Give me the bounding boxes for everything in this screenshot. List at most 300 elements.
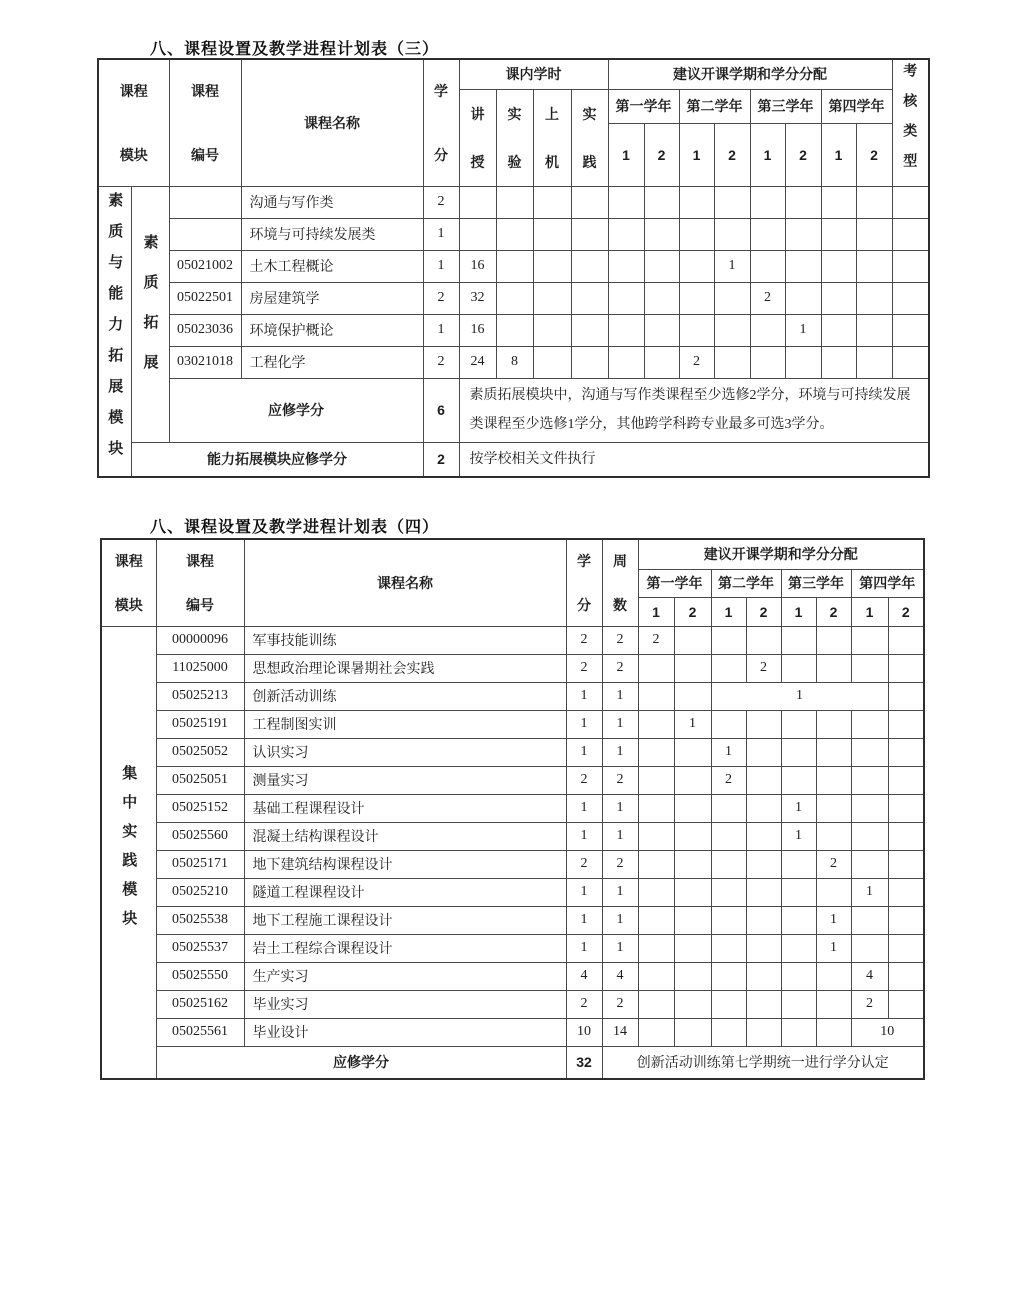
sem-credit [888, 682, 924, 710]
required-credits-note: 创新活动训练第七学期统一进行学分认定 [602, 1046, 924, 1079]
credit: 1 [423, 218, 459, 250]
submodule-label: 素质拓展 [141, 234, 159, 394]
sem-credit [816, 654, 851, 682]
sem-credit [674, 1018, 711, 1046]
course-row [101, 738, 924, 766]
sem-credit [851, 654, 888, 682]
header-sem-6: 2 [816, 597, 851, 626]
sem-credit [816, 1018, 851, 1046]
sem-credit [781, 962, 816, 990]
sem-credit [644, 218, 679, 250]
course-name: 测量实习 [244, 766, 566, 794]
sem-credit [711, 626, 746, 654]
course-code: 05025052 [156, 738, 244, 766]
practice-hours [571, 186, 608, 218]
header-weeks-line2: 数 [613, 596, 627, 613]
course-code: 05025213 [156, 682, 244, 710]
credit: 4 [566, 962, 602, 990]
header-year-3: 第三学年 [750, 89, 821, 123]
exam-type [892, 346, 929, 378]
sem-credit [608, 250, 644, 282]
practice-hours [571, 282, 608, 314]
credit: 10 [566, 1018, 602, 1046]
header-sem-3: 1 [679, 123, 714, 186]
header-year-2: 第二学年 [711, 569, 781, 597]
credit: 1 [566, 682, 602, 710]
header-sem-1: 1 [608, 123, 644, 186]
sem-credit [644, 346, 679, 378]
course-name: 生产实习 [244, 962, 566, 990]
sem-credit [821, 314, 856, 346]
sem-credit [746, 626, 781, 654]
header-sem-2: 2 [644, 123, 679, 186]
table4-title: 八、课程设置及教学进程计划表（四） [150, 519, 440, 536]
header-code [156, 539, 244, 626]
sem-credit [674, 878, 711, 906]
required-credits-label: 应修学分 [156, 1046, 566, 1079]
sem-credit [711, 850, 746, 878]
sem-credit [711, 794, 746, 822]
course-row [101, 878, 924, 906]
credit: 1 [566, 738, 602, 766]
sem-credit [608, 186, 644, 218]
sem-credit [638, 738, 674, 766]
course-row [101, 626, 924, 654]
sem-credit [674, 990, 711, 1018]
ability-credits-row [98, 442, 929, 477]
header-module [101, 539, 156, 626]
credit: 1 [566, 822, 602, 850]
course-code: 05025560 [156, 822, 244, 850]
header-sem-4: 2 [746, 597, 781, 626]
course-row [98, 186, 929, 218]
sem-credit [816, 710, 851, 738]
course-row [101, 850, 924, 878]
course-row [98, 218, 929, 250]
header-credit [423, 59, 459, 186]
course-code: 05025171 [156, 850, 244, 878]
computer-hours [533, 346, 571, 378]
sem-credit [888, 990, 924, 1018]
credit: 2 [566, 990, 602, 1018]
course-code: 05025538 [156, 906, 244, 934]
sem-credit [856, 282, 892, 314]
header-credit-line2: 分 [434, 146, 448, 163]
sem-credit [888, 850, 924, 878]
weeks: 2 [602, 654, 638, 682]
sem-credit [781, 1018, 816, 1046]
credit: 2 [566, 850, 602, 878]
sem-credit [785, 186, 821, 218]
sem-credit: 1 [674, 710, 711, 738]
module-label: 集中实践模块 [120, 765, 138, 940]
sem-credit [608, 218, 644, 250]
sem-credit [746, 934, 781, 962]
required-credits-value: 32 [566, 1046, 602, 1079]
course-code [169, 218, 241, 250]
header-practice-line1: 实 [582, 105, 597, 122]
course-row [101, 990, 924, 1018]
computer-hours [533, 218, 571, 250]
weeks: 2 [602, 990, 638, 1018]
sem-credit [638, 682, 674, 710]
header-practice [571, 89, 608, 186]
sem-credit: 2 [750, 282, 785, 314]
required-credits-note: 素质拓展模块中，沟通与写作类课程至少选修2学分，环境与可持续发展类课程至少选修1学分，其他跨学科跨专业最多可选3学分。 [459, 378, 929, 442]
sem-credit [746, 766, 781, 794]
course-name: 思想政治理论课暑期社会实践 [244, 654, 566, 682]
sem-credit [711, 822, 746, 850]
sem-credit [781, 990, 816, 1018]
experiment-hours [496, 250, 533, 282]
header-inclass-hours: 课内学时 [459, 59, 608, 89]
sem-credit [608, 314, 644, 346]
weeks: 1 [602, 934, 638, 962]
required-credits-row [98, 378, 929, 442]
module-cell [101, 626, 156, 1079]
sem-credit [851, 710, 888, 738]
sem-credit [750, 250, 785, 282]
header-course-name: 课程名称 [244, 539, 566, 626]
sem-credit [638, 766, 674, 794]
course-name: 隧道工程课程设计 [244, 878, 566, 906]
header-sem-3: 1 [711, 597, 746, 626]
header-credit-line2: 分 [577, 596, 591, 613]
header-credit [566, 539, 602, 626]
sem-credit [851, 794, 888, 822]
sem-credit [746, 850, 781, 878]
header-sem-1: 1 [638, 597, 674, 626]
course-row [101, 794, 924, 822]
weeks: 1 [602, 682, 638, 710]
course-code: 05023036 [169, 314, 241, 346]
course-name: 环境与可持续发展类 [241, 218, 423, 250]
sem-credit [785, 346, 821, 378]
course-code: 00000096 [156, 626, 244, 654]
credit: 1 [566, 906, 602, 934]
sem-credit [781, 878, 816, 906]
sem-credit [644, 250, 679, 282]
sem-credit [746, 878, 781, 906]
sem-credit [714, 346, 750, 378]
header-weeks-line1: 周 [613, 552, 627, 569]
weeks: 1 [602, 878, 638, 906]
course-name: 工程制图实训 [244, 710, 566, 738]
sem-credit: 2 [679, 346, 714, 378]
header-sem-8: 2 [888, 597, 924, 626]
sem-credit [746, 738, 781, 766]
credit: 1 [566, 878, 602, 906]
sem-credit-merged: 1 [711, 682, 888, 710]
sem-credit [638, 850, 674, 878]
course-code [169, 186, 241, 218]
exam-type [892, 186, 929, 218]
sem-credit [674, 822, 711, 850]
header-credit-line1: 学 [434, 82, 448, 99]
sem-credit: 2 [711, 766, 746, 794]
sem-credit [644, 314, 679, 346]
table3-schedule [97, 58, 930, 478]
experiment-hours [496, 314, 533, 346]
course-code: 05022501 [169, 282, 241, 314]
credit: 2 [423, 186, 459, 218]
header-sem-6: 2 [785, 123, 821, 186]
sem-credit [781, 766, 816, 794]
credit: 2 [566, 626, 602, 654]
sem-credit [679, 314, 714, 346]
sem-credit [851, 738, 888, 766]
ability-credits-value: 2 [423, 442, 459, 477]
sem-credit: 1 [781, 794, 816, 822]
weeks: 1 [602, 822, 638, 850]
header-sem-7: 1 [821, 123, 856, 186]
weeks: 1 [602, 906, 638, 934]
header-exam-type-label: 考核类型 [902, 62, 919, 183]
required-credits-row [101, 1046, 924, 1079]
lecture-hours: 16 [459, 250, 496, 282]
header-module [98, 59, 169, 186]
course-name: 毕业实习 [244, 990, 566, 1018]
course-row [101, 822, 924, 850]
course-name: 军事技能训练 [244, 626, 566, 654]
course-name: 混凝土结构课程设计 [244, 822, 566, 850]
sem-credit [638, 822, 674, 850]
sem-credit [638, 794, 674, 822]
course-name: 房屋建筑学 [241, 282, 423, 314]
credit: 2 [566, 654, 602, 682]
experiment-hours: 8 [496, 346, 533, 378]
sem-credit [851, 906, 888, 934]
exam-type [892, 282, 929, 314]
computer-hours [533, 282, 571, 314]
sem-credit [711, 990, 746, 1018]
header-course-name: 课程名称 [241, 59, 423, 186]
course-row [101, 654, 924, 682]
sem-credit [638, 962, 674, 990]
header-lecture-line2: 授 [470, 153, 485, 170]
exam-type [892, 314, 929, 346]
sem-credit [821, 346, 856, 378]
header-code [169, 59, 241, 186]
course-name: 基础工程课程设计 [244, 794, 566, 822]
sem-credit [816, 738, 851, 766]
sem-credit [750, 346, 785, 378]
sem-credit [638, 990, 674, 1018]
sem-credit [711, 934, 746, 962]
course-code: 11025000 [156, 654, 244, 682]
sem-credit [711, 710, 746, 738]
computer-hours [533, 250, 571, 282]
sem-credit [856, 218, 892, 250]
sem-credit [785, 250, 821, 282]
sem-credit [711, 906, 746, 934]
sem-credit [816, 822, 851, 850]
sem-credit [781, 654, 816, 682]
course-row [101, 1018, 924, 1046]
sem-credit [711, 962, 746, 990]
sem-credit: 4 [851, 962, 888, 990]
sem-credit [821, 186, 856, 218]
header-year-1: 第一学年 [638, 569, 711, 597]
sem-credit [674, 766, 711, 794]
course-row [101, 962, 924, 990]
sem-credit [746, 990, 781, 1018]
weeks: 1 [602, 794, 638, 822]
computer-hours [533, 314, 571, 346]
course-row [101, 682, 924, 710]
sem-credit [821, 250, 856, 282]
lecture-hours [459, 218, 496, 250]
sem-credit: 2 [638, 626, 674, 654]
sem-credit [785, 218, 821, 250]
header-sem-2: 2 [674, 597, 711, 626]
sem-credit [746, 962, 781, 990]
sem-credit [608, 282, 644, 314]
submodule-cell [131, 186, 169, 442]
credit: 2 [423, 282, 459, 314]
sem-credit: 1 [781, 822, 816, 850]
module-cell [98, 186, 131, 477]
course-code: 05021002 [169, 250, 241, 282]
sem-credit [816, 794, 851, 822]
table3-title: 八、课程设置及教学进程计划表（三） [150, 41, 440, 58]
table4-schedule [100, 538, 925, 1080]
sem-credit: 1 [714, 250, 750, 282]
sem-credit [856, 346, 892, 378]
sem-credit [888, 906, 924, 934]
sem-credit-merged: 10 [851, 1018, 924, 1046]
sem-credit: 1 [816, 934, 851, 962]
sem-credit [638, 654, 674, 682]
sem-credit [746, 1018, 781, 1046]
sem-credit [674, 654, 711, 682]
header-semester-group: 建议开课学期和学分分配 [638, 539, 924, 569]
course-name: 土木工程概论 [241, 250, 423, 282]
sem-credit [638, 934, 674, 962]
sem-credit: 2 [816, 850, 851, 878]
header-sem-8: 2 [856, 123, 892, 186]
sem-credit [679, 250, 714, 282]
sem-credit [746, 794, 781, 822]
sem-credit [714, 282, 750, 314]
credit: 1 [566, 934, 602, 962]
header-practice-line2: 践 [582, 153, 597, 170]
sem-credit [674, 934, 711, 962]
sem-credit [674, 738, 711, 766]
course-code: 05025162 [156, 990, 244, 1018]
sem-credit [851, 934, 888, 962]
sem-credit: 2 [746, 654, 781, 682]
weeks: 4 [602, 962, 638, 990]
header-lecture [459, 89, 496, 186]
experiment-hours [496, 218, 533, 250]
sem-credit [816, 878, 851, 906]
sem-credit [816, 766, 851, 794]
practice-hours [571, 346, 608, 378]
sem-credit [674, 626, 711, 654]
sem-credit [856, 314, 892, 346]
sem-credit [851, 626, 888, 654]
sem-credit: 1 [816, 906, 851, 934]
exam-type [892, 218, 929, 250]
sem-credit [638, 906, 674, 934]
sem-credit [785, 282, 821, 314]
sem-credit [711, 654, 746, 682]
sem-credit [638, 710, 674, 738]
sem-credit [851, 766, 888, 794]
weeks: 14 [602, 1018, 638, 1046]
sem-credit [856, 250, 892, 282]
sem-credit [638, 1018, 674, 1046]
header-semester-group: 建议开课学期和学分分配 [608, 59, 892, 89]
sem-credit [821, 282, 856, 314]
header-code-line2: 编号 [186, 596, 214, 613]
sem-credit [714, 218, 750, 250]
sem-credit [856, 186, 892, 218]
header-module-line1: 课程 [114, 552, 143, 569]
experiment-hours [496, 186, 533, 218]
required-credits-value: 6 [423, 378, 459, 442]
sem-credit [714, 314, 750, 346]
course-code: 05025550 [156, 962, 244, 990]
weeks: 2 [602, 626, 638, 654]
sem-credit [679, 218, 714, 250]
sem-credit [674, 682, 711, 710]
module-label: 素质与能力拓展模块 [106, 191, 124, 471]
practice-hours [571, 314, 608, 346]
credit: 1 [423, 250, 459, 282]
course-code: 05025537 [156, 934, 244, 962]
sem-credit [781, 934, 816, 962]
lecture-hours [459, 186, 496, 218]
sem-credit [746, 710, 781, 738]
course-row [98, 314, 929, 346]
sem-credit: 1 [785, 314, 821, 346]
sem-credit [888, 738, 924, 766]
header-code-line2: 编号 [191, 146, 219, 163]
weeks: 1 [602, 738, 638, 766]
sem-credit [888, 934, 924, 962]
header-sem-7: 1 [851, 597, 888, 626]
header-code-line1: 课程 [186, 552, 214, 569]
sem-credit [679, 282, 714, 314]
course-row [98, 282, 929, 314]
sem-credit [781, 906, 816, 934]
sem-credit [711, 878, 746, 906]
sem-credit: 2 [851, 990, 888, 1018]
header-module-line2: 模块 [119, 146, 148, 163]
sem-credit [816, 962, 851, 990]
sem-credit [888, 626, 924, 654]
sem-credit [781, 850, 816, 878]
practice-hours [571, 218, 608, 250]
practice-hours [571, 250, 608, 282]
sem-credit [816, 626, 851, 654]
sem-credit [781, 738, 816, 766]
header-year-1: 第一学年 [608, 89, 679, 123]
header-row-1 [101, 539, 924, 569]
credit: 2 [423, 346, 459, 378]
credit: 1 [566, 710, 602, 738]
header-exam-type [892, 59, 929, 186]
sem-credit [679, 186, 714, 218]
header-sem-5: 1 [750, 123, 785, 186]
sem-credit [888, 794, 924, 822]
credit: 1 [423, 314, 459, 346]
header-experiment-line1: 实 [507, 105, 522, 122]
course-row [101, 766, 924, 794]
sem-credit [750, 314, 785, 346]
